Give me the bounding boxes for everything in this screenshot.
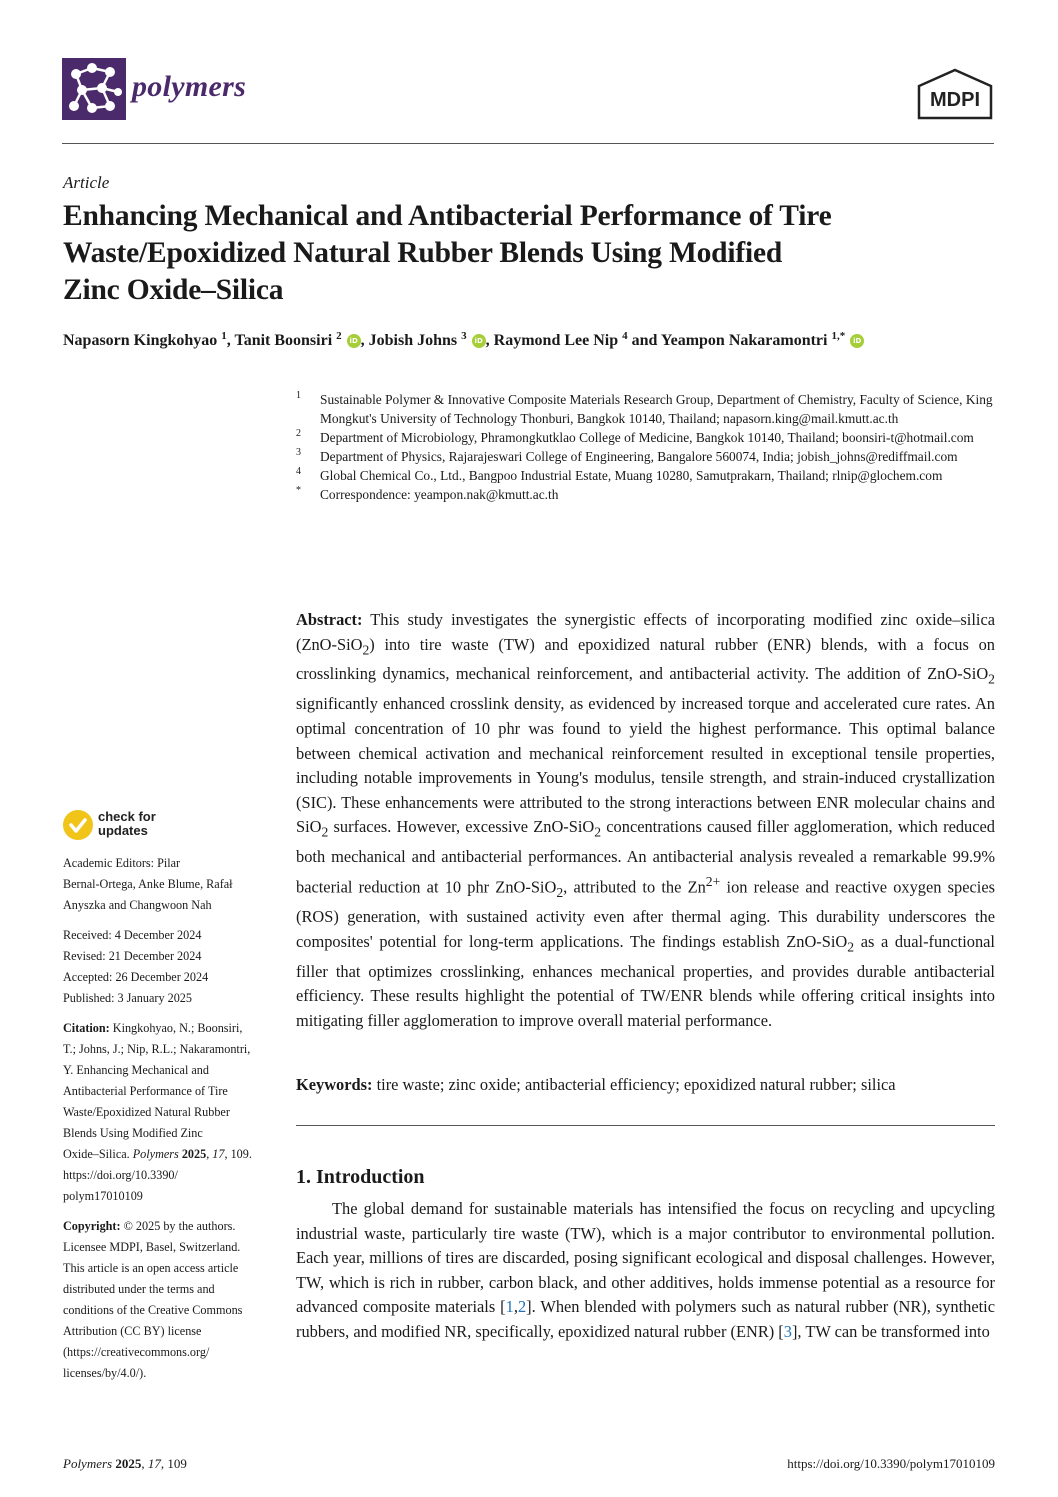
citation-link[interactable]: 1: [505, 1297, 514, 1317]
footer-citation: Polymers 2025, 17, 109: [63, 1456, 187, 1471]
affiliation-item: 4 Global Chemical Co., Ltd., Bangpoo Industrial Estate, Muang 10280, Samutprakarn, Thailand; rlnip@glochem.com: [296, 466, 943, 483]
footer-doi-link[interactable]: https://doi.org/10.3390/polym17010109: [787, 1456, 995, 1471]
affiliation-item: 2 Department of Microbiology, Phramongkutklao College of Medicine, Bangkok 10140, Thailand; boonsiri-t@hotmail.com: [296, 428, 974, 445]
citation-link[interactable]: 3: [783, 1321, 792, 1341]
author-affiliation-mark: 2: [336, 330, 342, 342]
polymers-logo-icon: [62, 58, 126, 120]
license-link[interactable]: (https://creativecommons.org/: [63, 1345, 210, 1359]
affiliation-item: 3 Department of Physics, Rajarajeswari College of Engineering, Bangalore 560074, India; jobish_johns@rediffmail.com: [296, 447, 958, 464]
author-affiliation-mark: 3: [461, 330, 467, 342]
author-name: Yeampon Nakaramontri: [660, 332, 828, 349]
author-affiliation-mark: 4: [622, 330, 628, 342]
sidebar-info: [63, 853, 273, 1393]
check-for-updates-badge[interactable]: check for updates: [63, 808, 183, 842]
orcid-icon[interactable]: iD: [347, 334, 361, 348]
article-title: [63, 198, 1003, 309]
check-circle-icon: [63, 810, 93, 840]
citation-doi-link[interactable]: https://doi.org/10.3390/: [63, 1168, 178, 1182]
mdpi-logo-icon: [915, 68, 995, 122]
introduction-paragraph: The global demand for sustainable materials has intensified the focus on recycling and upcycling industrial waste, particularly tire waste (TW), which is a major contributor to environmental pollution. Each year, millions of tires are discarded, posing significant ecological and disposal challenges. However, TW, which is rich in rubber, carbon black, and other additives, holds immense potential as a resource for advanced composite materials [1,2]. When blended with polymers such as natural rubber (NR), synthetic rubbers, and modified NR, specifically, epoxidized natural rubber (ENR) [3], TW can be transformed into: [296, 1199, 996, 1341]
abstract-label: Abstract:: [296, 610, 363, 629]
title-line: Zinc Oxide–Silica: [63, 274, 284, 306]
section-heading: 1. Introduction: [296, 1166, 425, 1188]
journal-name: polymers: [132, 70, 247, 103]
author-affiliation-mark: 1: [221, 330, 227, 342]
author-name: Raymond Lee Nip: [493, 332, 619, 349]
affiliation-item: 1 Sustainable Polymer & Innovative Composite Materials Research Group, Department of Chemistry, Faculty of Science, King Mongkut's University of Technology Thonburi, Bangkok 10140, Thailand; napasorn.king@mail.kmutt.ac.th: [296, 390, 993, 426]
orcid-icon[interactable]: iD: [472, 334, 486, 348]
publisher-name: MDPI: [930, 89, 980, 111]
keywords: Keywords: tire waste; zinc oxide; antibacterial efficiency; epoxidized natural rubber; silica: [296, 1075, 896, 1094]
abstract: Abstract: This study investigates the synergistic effects of incorporating modified zinc oxide–silica (ZnO-SiO$_2$) into tire waste (TW) and epoxidized natural rubber (ENR) blends, with a focus on crosslinking dynamics, mechanical reinforcement, and antibacterial activity. The addition of ZnO-SiO$_2$ significantly enhanced crosslink density, as evidenced by increased torque and accelerated cure rates. An optimal concentration of 10 phr was found to yield the highest performance. This optimal balance between chemical activation and mechanical reinforcement resulted in exceptional tensile properties, including notable improvements in Young's modulus, tensile strength, and strain-induced crystallization (SIC). These enhancements were attributed to the strong interactions between ENR molecular chains and SiO$_2$ surfaces. However, excessive ZnO-SiO$_2$ concentrations caused filler agglomeration, which reduced both mechanical and antibacterial performances. An antibacterial analysis revealed a remarkable 99.9% bacterial reduction at 10 phr ZnO-SiO$_2$, attributed to the $Zn^{2+}$ ion release and reactive oxygen species (ROS) generation, with sustained activity even after thermal aging. This durability underscores the composites' potential for long-term applications. The findings establish ZnO-SiO$_2$ as a dual-functional filler that optimizes crosslinking, enhances mechanical properties, and provides durable antibacterial efficiency. These results highlight the potential of TW/ENR blends while offering critical insights into mitigating filler agglomeration to improve overall material performance.: [296, 610, 995, 1030]
header-divider: [62, 143, 994, 144]
citation-block: Citation: Kingkohyao, N.; Boonsiri, T.; Johns, J.; Nip, R.L.; Nakaramontri, Y. Enhancing Mechanical and Antibacterial Performance of Tire Waste/Epoxidized Natural Rubber Blends Using Modified Zinc Oxide–Silica. Polymers 2025, 17, 109. https://doi.org/10.3390/ polym17010109: [63, 1021, 252, 1203]
title-line: Waste/Epoxidized Natural Rubber Blends Using Modified: [63, 237, 783, 269]
copyright-block: Copyright: © 2025 by the authors. Licensee MDPI, Basel, Switzerland. This article is an open access article distributed under the terms and conditions of the Creative Commons Attribution (CC BY) license (https://creativecommons.org/ licenses/by/4.0/).: [63, 1219, 243, 1380]
title-line: Enhancing Mechanical and Antibacterial Performance of Tire: [63, 200, 832, 232]
author-list: Napasorn Kingkohyao $^1$, Tanit Boonsiri $^2$ iD , Jobish Johns $^3$ iD , Raymond Lee Nip $^4$ and Yeampon Nakaramontri $^{1,*}$ iD: [63, 330, 864, 350]
publication-dates: Received: 4 December 2024 Revised: 21 December 2024 Accepted: 26 December 2024 Published: 3 January 2025: [63, 928, 209, 1005]
affiliations: [296, 390, 996, 504]
keywords-label: Keywords:: [296, 1075, 373, 1094]
correspondence: * Correspondence: yeampon.nak@kmutt.ac.th: [296, 485, 559, 502]
orcid-icon[interactable]: iD: [850, 334, 864, 348]
article-type: Article: [63, 173, 110, 192]
author-name: Tanit Boonsiri: [234, 332, 333, 349]
author-name: Jobish Johns: [368, 332, 458, 349]
citation-link[interactable]: 2: [517, 1297, 527, 1317]
author-name: Napasorn Kingkohyao: [63, 332, 218, 349]
section-divider: [296, 1125, 995, 1126]
academic-editors: Academic Editors: Pilar Bernal-Ortega, Anke Blume, Rafał Anyszka and Changwoon Nah: [63, 856, 233, 912]
author-affiliation-mark: 1,*: [831, 330, 846, 342]
